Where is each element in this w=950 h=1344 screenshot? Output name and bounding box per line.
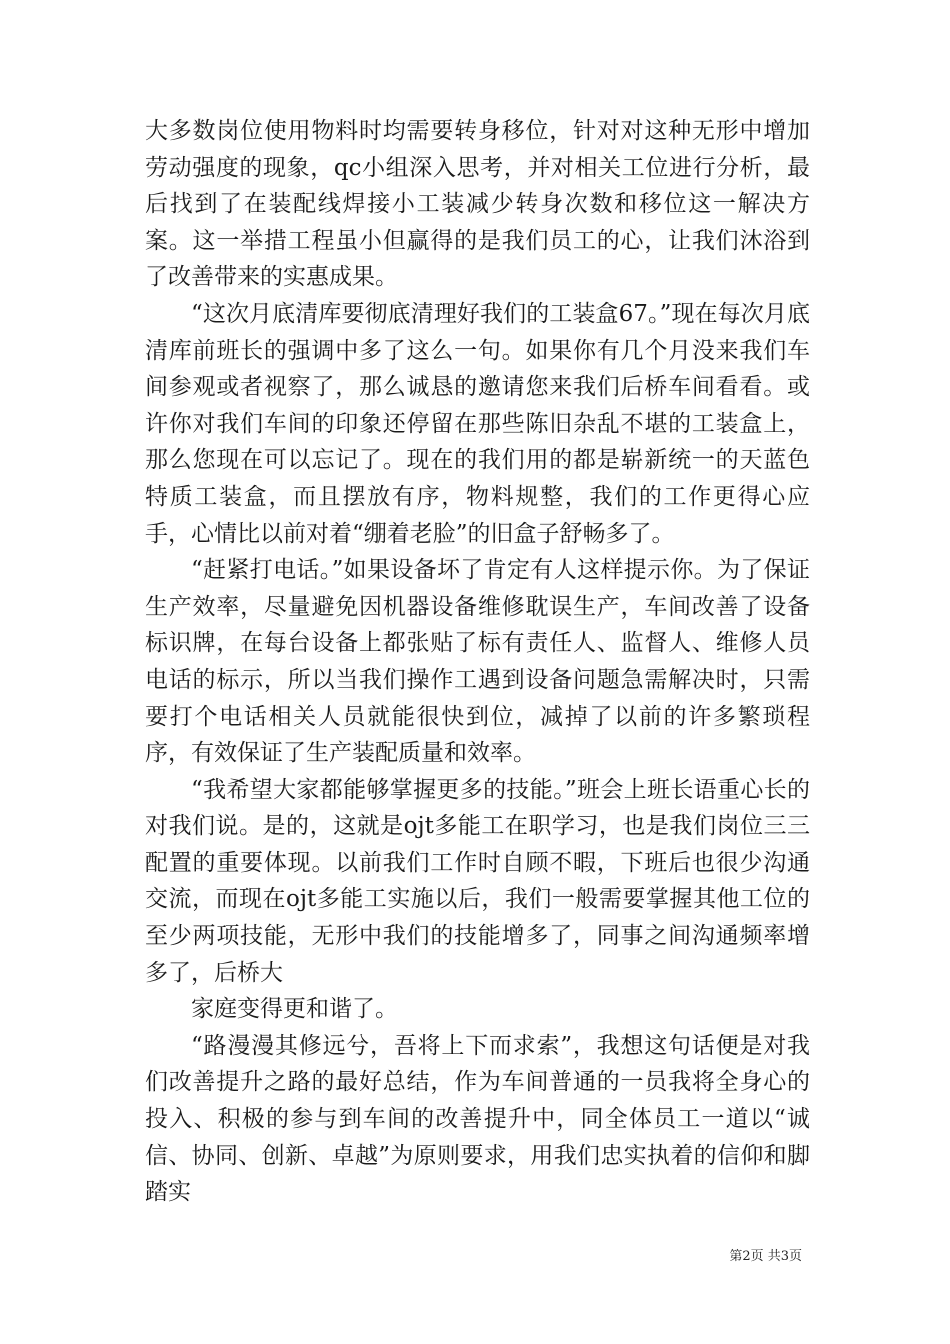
paragraph-3: “赶紧打电话。”如果设备坏了肯定有人这样提示你。为了保证生产效率，尽量避免因机器设备维修耽误生产，车间改善了设备标识牌，在每台设备上都张贴了标有责任人、监督人、维修人员电话的标示，所以当我们操作工遇到设备问题急需解决时，只需要打个电话相关人员就能很快到位，减掉了以前的许多繁琐程序，有效保证了生产装配质量和效率。 (145, 557, 810, 767)
page-number: 第2页 共3页 (729, 1249, 802, 1264)
document-body (145, 113, 810, 1211)
paragraph-1: 大多数岗位使用物料时均需要转身移位，针对对这种无形中增加劳动强度的现象，qc小组深入思考，并对相关工位进行分析，最后找到了在装配线焊接小工装减少转身次数和移位这一解决方案。这一举措工程虽小但赢得的是我们员工的心，让我们沐浴到了改善带来的实惠成果。 (145, 118, 810, 291)
paragraph-2: “这次月底清库要彻底清理好我们的工装盒67。”现在每次月底清库前班长的强调中多了这么一句。如果你有几个月没来我们车间参观或者视察了，那么诚恳的邀请您来我们后桥车间看看。或许你对我们车间的印象还停留在那些陈旧杂乱不堪的工装盒上，那么您现在可以忘记了。现在的我们用的都是崭新统一的天蓝色特质工装盒，而且摆放有序，物料规整，我们的工作更得心应手，心情比以前对着“绷着老脸”的旧盒子舒畅多了。 (145, 300, 810, 547)
paragraph-4: “我希望大家都能够掌握更多的技能。”班会上班长语重心长的对我们说。是的，这就是ojt多能工在职学习，也是我们岗位三三配置的重要体现。以前我们工作时自顾不暇，下班后也很少沟通交流，而现在ojt多能工实施以后，我们一般需要掌握其他工位的至少两项技能，无形中我们的技能增多了，同事之间沟通频率增多了，后桥大 (145, 776, 810, 986)
paragraph-5: 家庭变得更和谐了。 (191, 996, 398, 1023)
paragraph-6: “路漫漫其修远兮，吾将上下而求索”，我想这句话便是对我们改善提升之路的最好总结，作为车间普通的一员我将全身心的投入、积极的参与到车间的改善提升中，同全体员工一道以“诚信、协同、创新、卓越”为原则要求，用我们忠实执着的信仰和脚踏实 (145, 1032, 810, 1206)
